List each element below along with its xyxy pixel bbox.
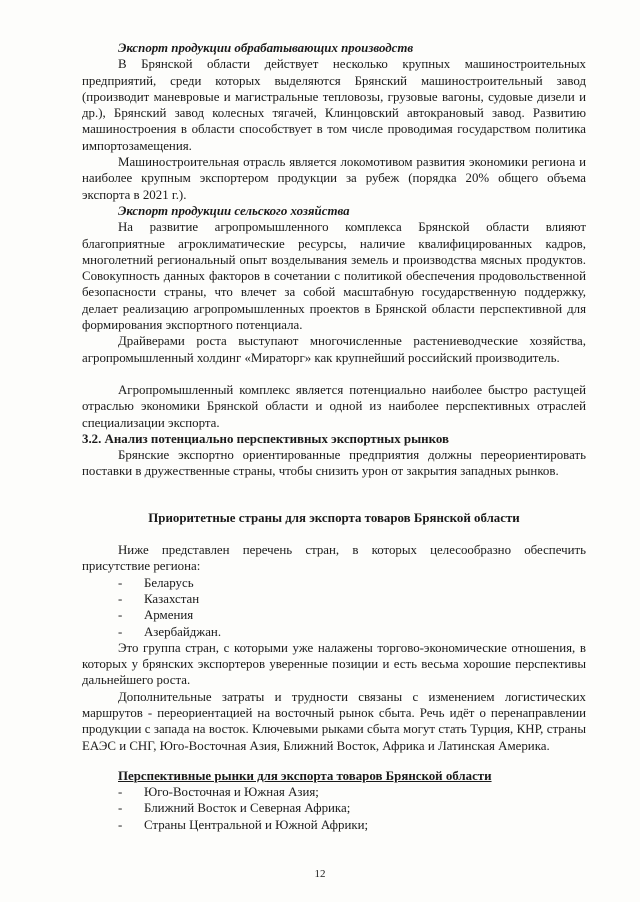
list-item: [82, 817, 586, 833]
paragraph: Это группа стран, с которыми уже налажены торгово-экономические отношения, в которых у брянских экспортеров уверенные позиции и есть весьма хорошие перспективы дальнейшего роста.: [82, 640, 586, 688]
list-dash: -: [118, 817, 123, 832]
list-dash: -: [118, 801, 123, 816]
list-item: [82, 800, 586, 816]
list-dash: -: [118, 575, 123, 590]
spacer: [82, 366, 586, 382]
paragraph: Брянские экспортно ориентированные предприятия должны переориентировать поставки в дружественные страны, чтобы снизить урон от закрытия западных рынков.: [82, 448, 586, 479]
list-item: [82, 784, 586, 800]
list-item: [82, 575, 586, 591]
section-heading: 3.2. Анализ потенциально перспективных экспортных рынков: [82, 431, 449, 446]
list-item: [82, 607, 586, 623]
list-item-text: Казахстан: [144, 591, 200, 606]
bullet-list: [82, 784, 586, 833]
page-content: [82, 40, 586, 833]
paragraph: На развитие агропромышленного комплекса Брянской области влияют благоприятные агроклиматические ресурсы, наличие квалифицированных кадров, многолетний региональный опыт возделывания земель и производства мясных продуктов. Совокупность данных факторов в сочетании с политикой обеспечения продовольственной безопасности страны, что влечет за собой масштабную государственную поддержку, делает реализацию агропромышленных проектов в Брянской области перспективной для формирования экспортного потенциала.: [82, 220, 586, 333]
list-item-text: Азербайджан.: [144, 624, 222, 639]
list-item: [82, 591, 586, 607]
subsection-heading: Экспорт продукции обрабатывающих производств: [118, 41, 414, 55]
subsection-heading: Экспорт продукции сельского хозяйства: [118, 203, 350, 218]
paragraph: Драйверами роста выступают многочисленные растениеводческие хозяйства, агропромышленный холдинг «Мираторг» как крупнейший российский производитель.: [82, 334, 586, 365]
list-item: [82, 624, 586, 640]
list-dash: -: [118, 785, 123, 800]
page-number: 12: [314, 868, 326, 880]
spacer: [82, 526, 586, 542]
list-item-text: Ближний Восток и Северная Африка;: [144, 801, 351, 816]
list-item-text: Юго-Восточная и Южная Азия;: [144, 785, 319, 800]
spacer: [82, 480, 586, 496]
list-item-text: Беларусь: [144, 575, 194, 590]
paragraph: Дополнительные затраты и трудности связаны с изменением логистических маршрутов - переориентацией на восточный рынок сбыта. Речь идёт о перенаправлении продукции с запада на восток. Ключевыми рыками сбыта могут стать Турция, КНР, страны ЕАЭС и СНГ, Юго-Восточная Азия, Ближний Восток, Африка и Латинская Америка.: [82, 689, 586, 753]
list-item-text: Армения: [144, 608, 194, 623]
paragraph: Агропромышленный комплекс является потенциально наиболее быстро растущей отраслью экономики Брянской области и одной из наиболее перспективных отраслей специализации экспорта.: [82, 382, 586, 430]
paragraph: Машиностроительная отрасль является локомотивом развития экономики региона и наиболее крупным экспортером продукции за рубеж (порядка 20% общего объема экспорта в 2021 г.).: [82, 155, 586, 202]
list-dash: -: [118, 624, 123, 639]
paragraph: В Брянской области действует несколько крупных машиностроительных предприятий, среди которых выделяются Брянский машиностроительный завод (производит маневровые и магистральные тепловозы, грузовые вагоны, судовые дизели и др.), Брянский завод колесных тягачей, Клинцовский автокрановый завод. Развитию машиностроения в области способствует в том числе проводимая государством политика импортозамещения.: [82, 57, 586, 153]
centered-heading: Приоритетные страны для экспорта товаров Брянской области: [148, 510, 520, 525]
paragraph: Ниже представлен перечень стран, в которых целесообразно обеспечить присутствие региона:: [82, 543, 586, 574]
list-dash: -: [118, 608, 123, 623]
list-dash: -: [118, 591, 123, 606]
list-item-text: Страны Центральной и Южной Африки;: [144, 817, 369, 832]
bullet-list: [82, 575, 586, 640]
underlined-heading: Перспективные рынки для экспорта товаров Брянской области: [118, 768, 492, 783]
